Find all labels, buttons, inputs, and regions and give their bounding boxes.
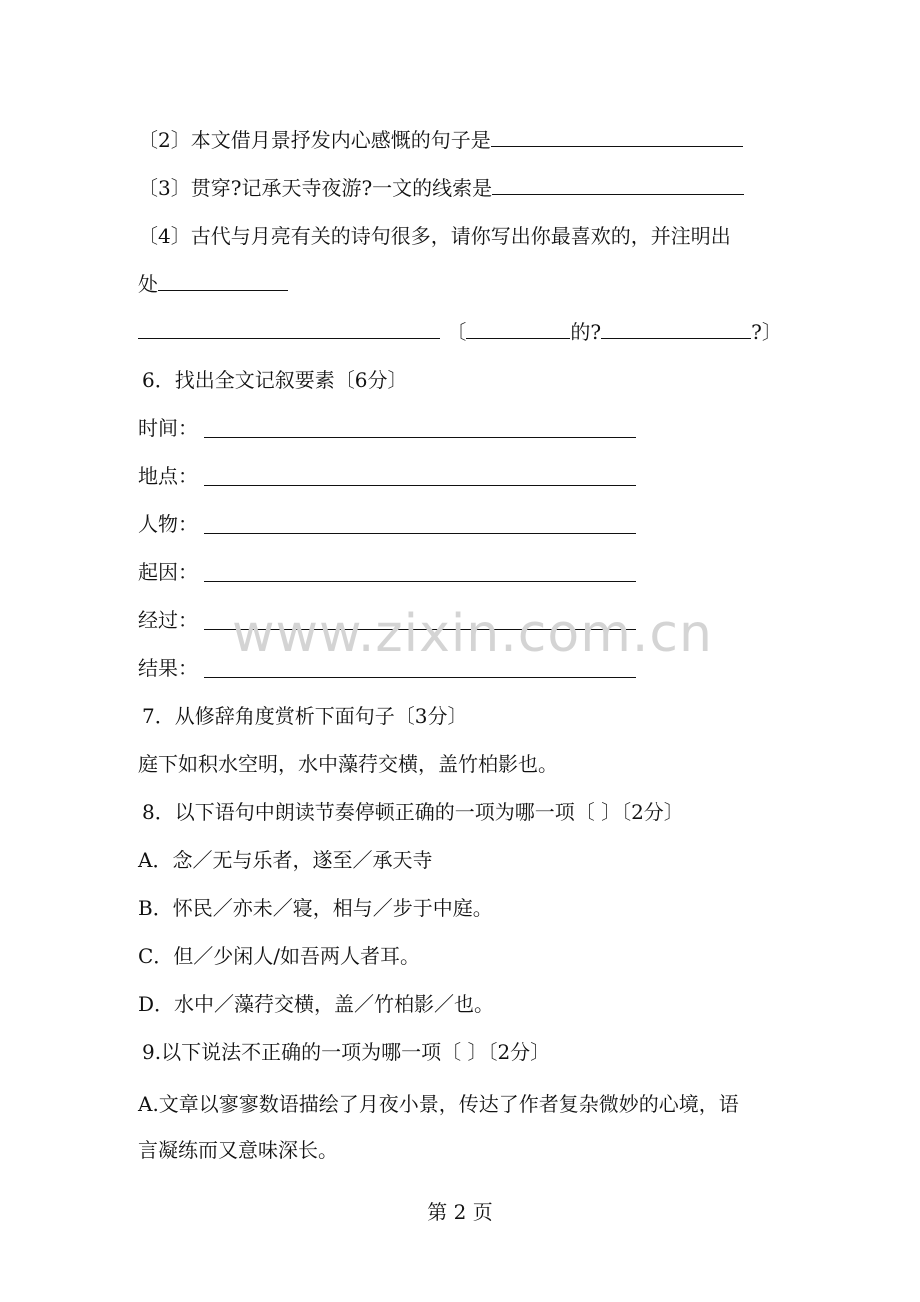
q7-sentence: 庭下如积水空明，水中藻荇交横，盖竹柏影也。 <box>138 752 558 776</box>
poem-blank[interactable] <box>138 318 440 339</box>
q6-field-time <box>138 414 198 442</box>
q6-field-label: 时间： <box>138 416 198 440</box>
page-number: 第 2 页 <box>427 1200 493 1224</box>
q8-option-c[interactable]: C．但／少闲人/如吾两人者耳。 <box>138 944 421 968</box>
q8-option-d[interactable]: D．水中／藻荇交横，盖／竹柏影／也。 <box>138 992 495 1016</box>
q6-field-process <box>138 606 198 634</box>
q6-field-label: 人物： <box>138 512 198 536</box>
q6-people-blank[interactable] <box>204 533 636 534</box>
q6-field-label: 经过： <box>138 608 198 632</box>
answer-blank[interactable] <box>491 126 743 147</box>
answer-blank[interactable] <box>492 174 744 195</box>
q9-option-a-line1[interactable]: A.文章以寥寥数语描绘了月夜小景，传达了作者复杂微妙的心境，语 <box>138 1092 739 1116</box>
q6-time-blank[interactable] <box>204 437 636 438</box>
title-blank[interactable] <box>601 318 751 339</box>
q6-field-label: 起因： <box>138 560 198 584</box>
q6-field-result <box>138 654 198 682</box>
watermark: www.zixin.com.cn <box>232 604 713 664</box>
source-close-bracket: ?〕 <box>751 320 782 344</box>
q5-item4-line3 <box>138 318 782 346</box>
q6-field-people <box>138 510 198 538</box>
q6-field-label: 地点： <box>138 464 198 488</box>
q7-title: 7．从修辞角度赏析下面句子〔3分〕 <box>142 704 468 728</box>
q6-title: 6．找出全文记叙要素〔6分〕 <box>142 368 408 392</box>
q8-title: 8．以下语句中朗读节奏停顿正确的一项为哪一项〔 〕〔2分〕 <box>142 800 684 824</box>
q9-title: 9.以下说法不正确的一项为哪一项〔 〕〔2分〕 <box>142 1040 551 1064</box>
source-open-bracket: 〔 <box>446 320 467 344</box>
q5-item4-line2-text: 处 <box>138 272 158 296</box>
q6-place-blank[interactable] <box>204 485 636 486</box>
q6-field-place <box>138 462 198 490</box>
q5-item4-line2 <box>138 270 288 298</box>
author-blank[interactable] <box>466 318 570 339</box>
answer-blank[interactable] <box>158 270 288 291</box>
q5-item4-line1: 〔4〕古代与月亮有关的诗句很多，请你写出你最喜欢的，并注明出 <box>138 224 731 248</box>
q8-option-b[interactable]: B．怀民／亦未／寝，相与／步于中庭。 <box>138 896 493 920</box>
q6-result-blank[interactable] <box>204 677 636 678</box>
q6-field-label: 结果： <box>138 656 198 680</box>
q5-item3-text: 〔3〕贯穿?记承天寺夜游?一文的线索是 <box>138 176 493 200</box>
q5-item2 <box>138 126 743 154</box>
source-mid-text: 的? <box>570 320 602 344</box>
q8-option-a[interactable]: A．念／无与乐者，遂至／承天寺 <box>138 848 433 872</box>
q6-cause-blank[interactable] <box>204 581 636 582</box>
q5-item2-text: 〔2〕本文借月景抒发内心感慨的句子是 <box>138 128 491 152</box>
q5-item3 <box>138 174 744 202</box>
q6-field-cause <box>138 558 198 586</box>
q9-option-a-line2[interactable]: 言凝练而又意味深长。 <box>138 1138 338 1162</box>
